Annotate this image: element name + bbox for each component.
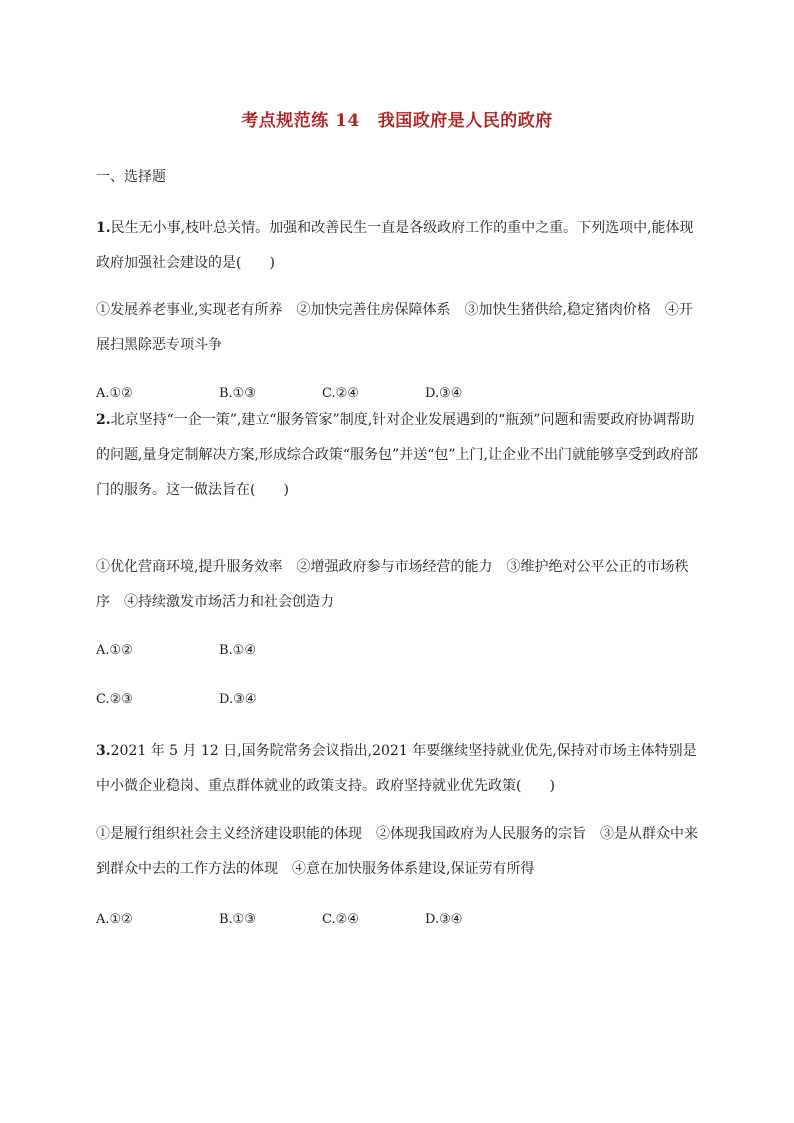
section-heading: 一、选择题 xyxy=(96,169,166,185)
option-b[interactable]: B.①③ xyxy=(219,912,256,927)
question-2-statements: ①优化营商环境,提升服务效率 ②增强政府参与市场经营的能力 ③维护绝对公平公正的市场秩序 ④持续激发市场活力和社会创造力 xyxy=(96,559,689,610)
question-2-options-row2 xyxy=(96,692,700,712)
title-right: 我国政府是人民的政府 xyxy=(377,111,553,131)
question-3-number: 3. xyxy=(96,743,111,759)
title-left: 考点规范练 14 xyxy=(241,111,360,131)
question-1-text: 民生无小事,枝叶总关情。加强和改善民生一直是各级政府工作的重中之重。下列选项中,能体现政府加强社会建设的是( ) xyxy=(96,220,694,271)
question-2-number: 2. xyxy=(96,412,111,428)
option-c[interactable]: C.②③ xyxy=(96,692,133,707)
page-title xyxy=(0,106,794,131)
option-a[interactable]: A.①② xyxy=(96,912,133,927)
option-d[interactable]: D.③④ xyxy=(425,912,463,927)
question-3-text: 2021 年 5 月 12 日,国务院常务会议指出,2021 年要继续坚持就业优先,保持对市场主体特别是中小微企业稳岗、重点群体就业的政策支持。政府坚持就业优先政策( ) xyxy=(96,743,697,794)
question-2-stem xyxy=(96,403,700,508)
option-b[interactable]: B.①③ xyxy=(219,386,256,401)
question-3-options xyxy=(96,912,700,932)
question-1-stem xyxy=(96,211,700,281)
option-d[interactable]: D.③④ xyxy=(219,692,257,707)
option-b[interactable]: B.①④ xyxy=(219,643,256,658)
question-3-statements: ①是履行组织社会主义经济建设职能的体现 ②体现我国政府为人民服务的宗旨 ③是从群众中来到群众中去的工作方法的体现 ④意在加快服务体系建设,保证劳有所得 xyxy=(96,826,698,877)
option-d[interactable]: D.③④ xyxy=(425,386,463,401)
option-a[interactable]: A.①② xyxy=(96,643,133,658)
option-c[interactable]: C.②④ xyxy=(322,912,359,927)
option-c[interactable]: C.②④ xyxy=(322,386,359,401)
question-3-stem xyxy=(96,734,700,804)
question-2-text: 北京坚持“一企一策”,建立“服务管家”制度,针对企业发展遇到的“瓶颈”问题和需要政府协调帮助的问题,量身定制解决方案,形成综合政策“服务包”并送“包”上门,让企业不出门就能够享受到政府部门的服务。这一做法旨在( ) xyxy=(96,412,698,498)
question-1-statements: ①发展养老事业,实现老有所养 ②加快完善住房保障体系 ③加快生猪供给,稳定猪肉价格 ④开展扫黑除恶专项斗争 xyxy=(96,302,693,353)
question-1-number: 1. xyxy=(96,220,111,236)
option-a[interactable]: A.①② xyxy=(96,386,133,401)
question-2-options-row1 xyxy=(96,643,700,663)
